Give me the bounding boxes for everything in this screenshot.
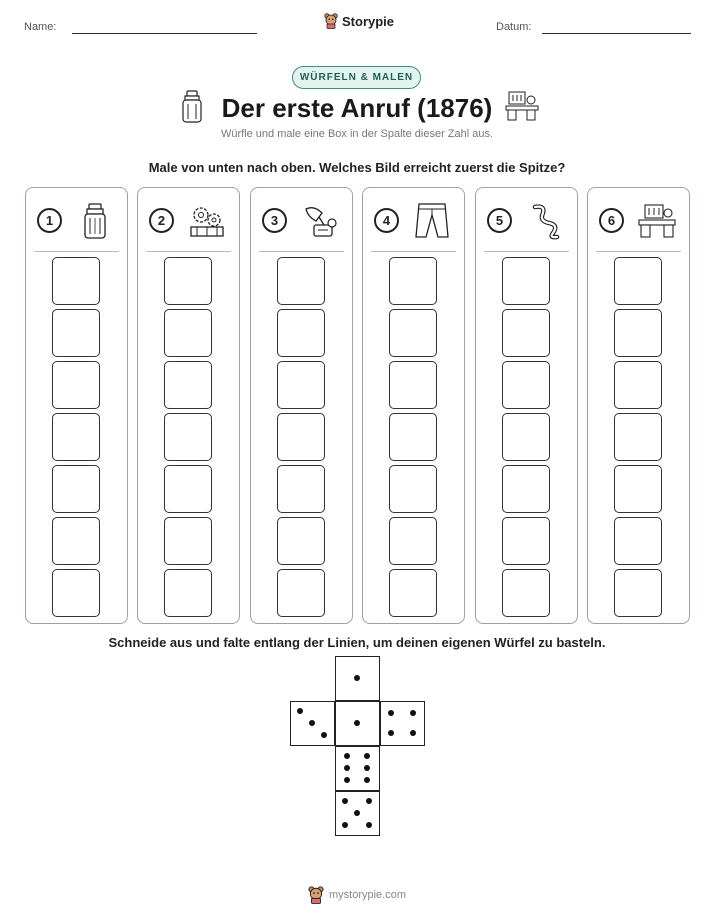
color-box[interactable] [389,309,437,357]
color-box[interactable] [52,257,100,305]
color-box[interactable] [277,361,325,409]
die-pip [366,822,372,828]
color-box[interactable] [52,465,100,513]
date-label: Datum: [496,21,532,33]
color-box[interactable] [277,465,325,513]
color-box[interactable] [389,257,437,305]
color-box[interactable] [164,257,212,305]
name-label: Name: [24,21,57,33]
color-box[interactable] [389,413,437,461]
die-pip [344,765,350,771]
die-pip [364,765,370,771]
color-box[interactable] [164,465,212,513]
die-pip [366,798,372,804]
color-box[interactable] [389,569,437,617]
color-box[interactable] [164,413,212,461]
storypie-mascot-icon [324,13,338,29]
color-box[interactable] [614,465,662,513]
workshop-desk-icon [505,90,539,122]
color-box[interactable] [52,309,100,357]
column-divider [259,251,344,252]
color-box[interactable] [164,309,212,357]
die-pip [388,730,394,736]
column-2 [137,187,240,624]
color-box[interactable] [52,361,100,409]
color-box[interactable] [164,361,212,409]
workshop-desk-icon [637,201,677,241]
column-number: 6 [599,208,624,233]
glass-jar-icon [75,201,115,241]
die-face-5 [335,791,380,836]
color-box[interactable] [614,361,662,409]
column-1 [25,187,128,624]
die-pip [410,730,416,736]
color-box[interactable] [614,413,662,461]
gear-machine-icon [187,201,227,241]
die-pip [354,720,360,726]
gramophone-icon [300,201,340,241]
cut-instruction: Schneide aus und falte entlang der Linien, um deinen eigenen Würfel zu basteln. [108,635,606,650]
color-box[interactable] [277,413,325,461]
page-title: Der erste Anruf (1876) [221,93,493,123]
color-box[interactable] [389,517,437,565]
die-pip [344,753,350,759]
trousers-icon [412,201,452,241]
color-box[interactable] [502,569,550,617]
die-pip [342,798,348,804]
brand-name: Storypie [342,13,395,29]
die-face-1-center [335,701,380,746]
column-number: 4 [374,208,399,233]
column-4 [362,187,465,624]
die-pip [309,720,315,726]
color-box[interactable] [614,309,662,357]
color-box[interactable] [502,257,550,305]
color-box[interactable] [614,569,662,617]
color-box[interactable] [502,361,550,409]
die-pip [297,708,303,714]
die-pip [354,675,360,681]
die-pip [354,810,360,816]
die-face-4 [380,701,425,746]
coloring-instruction: Male von unten nach oben. Welches Bild erreicht zuerst die Spitze? [148,160,566,175]
die-face-1-top [335,656,380,701]
footer-url[interactable]: mystorypie.com [329,889,407,901]
die-face-3 [290,701,335,746]
wire-coil-icon [525,201,565,241]
brand-logo [324,13,394,29]
color-box[interactable] [502,517,550,565]
date-line[interactable] [542,33,691,34]
footer [308,886,406,904]
color-box[interactable] [164,517,212,565]
column-6 [587,187,690,624]
column-number: 1 [37,208,62,233]
die-pip [342,822,348,828]
color-box[interactable] [164,569,212,617]
die-pip [364,753,370,759]
color-box[interactable] [277,569,325,617]
name-line[interactable] [72,33,257,34]
column-number: 2 [149,208,174,233]
die-pip [321,732,327,738]
color-box[interactable] [52,569,100,617]
color-box[interactable] [277,257,325,305]
die-pip [388,710,394,716]
column-3 [250,187,353,624]
die-pip [344,777,350,783]
die-pip [410,710,416,716]
column-divider [371,251,456,252]
die-pip [364,777,370,783]
column-number: 5 [487,208,512,233]
color-box[interactable] [52,413,100,461]
column-divider [146,251,231,252]
column-divider [484,251,569,252]
column-5 [475,187,578,624]
color-box[interactable] [502,413,550,461]
column-divider [34,251,119,252]
color-box[interactable] [389,361,437,409]
color-box[interactable] [277,309,325,357]
page-subtitle: Würfle und male eine Box in der Spalte dieser Zahl aus. [220,128,494,140]
column-divider [596,251,681,252]
die-face-6 [335,746,380,791]
storypie-mascot-icon [308,886,324,904]
column-number: 3 [262,208,287,233]
color-box[interactable] [277,517,325,565]
color-box[interactable] [502,309,550,357]
color-box[interactable] [614,517,662,565]
color-box[interactable] [52,517,100,565]
activity-badge: WÜRFELN & MALEN [292,66,421,89]
color-box[interactable] [502,465,550,513]
color-box[interactable] [614,257,662,305]
color-box[interactable] [389,465,437,513]
